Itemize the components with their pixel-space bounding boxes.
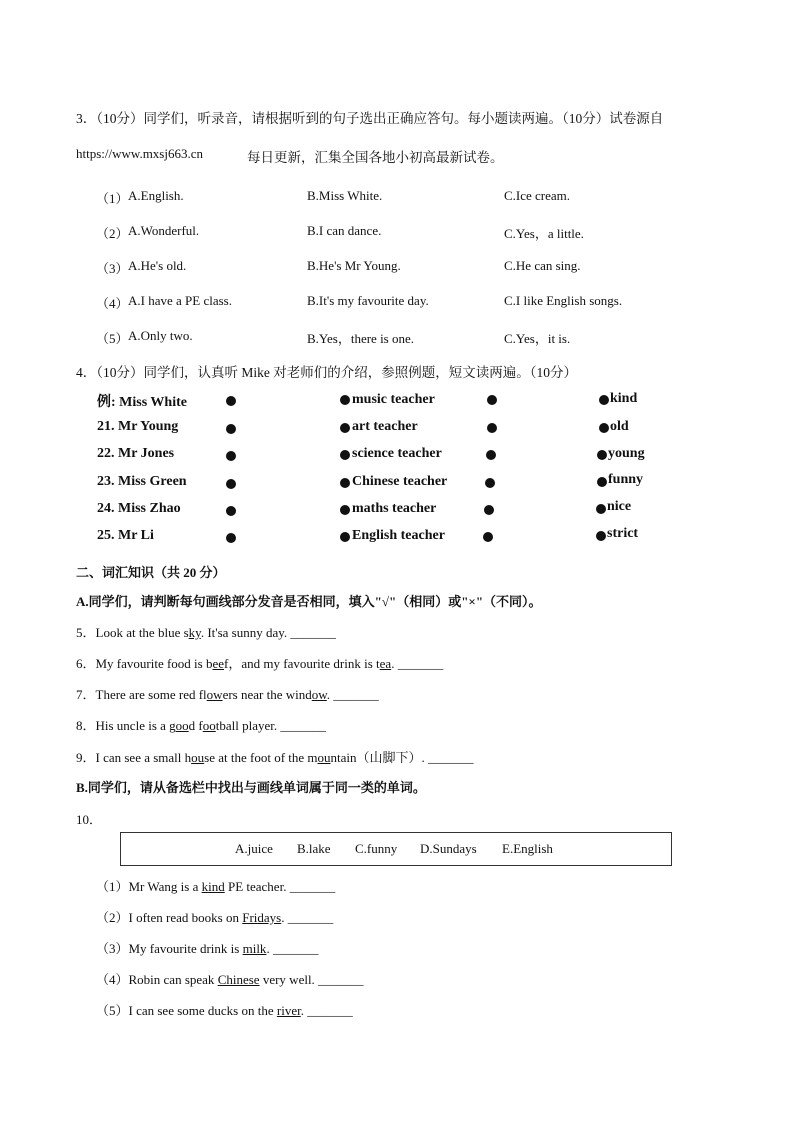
option-b: B.I can dance. bbox=[307, 223, 382, 238]
subject: art teacher bbox=[352, 419, 418, 434]
q10-item-1: （1）Mr Wang is a kind PE teacher. _______ bbox=[96, 879, 336, 894]
q8-sentence: 8．His uncle is a good football player. _______ bbox=[76, 718, 326, 733]
match-dot[interactable] bbox=[340, 478, 350, 488]
teacher-name: 例: Miss White bbox=[97, 395, 187, 410]
match-dot[interactable] bbox=[487, 395, 497, 405]
item-number: （3） bbox=[96, 261, 129, 276]
option-c: C.Ice cream. bbox=[504, 188, 571, 203]
match-dot[interactable] bbox=[484, 505, 494, 515]
match-dot[interactable] bbox=[340, 395, 350, 405]
part-a-instruction: A.同学们，请判断每句画线部分发音是否相同，填入"√"（相同）或"×"（不同）。 bbox=[76, 594, 542, 609]
part-b-instruction: B.同学们，请从备选栏中找出与画线单词属于同一类的单词。 bbox=[76, 780, 426, 795]
match-dot[interactable] bbox=[599, 395, 609, 405]
item-number: （2） bbox=[96, 226, 129, 241]
option-b: B.It's my favourite day. bbox=[307, 293, 429, 308]
match-dot[interactable] bbox=[596, 531, 606, 541]
q3-note: 每日更新，汇集全国各地小初高最新试卷。 bbox=[247, 150, 504, 165]
q10-item-4: （4）Robin can speak Chinese very well. _______ bbox=[96, 972, 364, 987]
option-c: C.Yes，a little. bbox=[504, 226, 584, 241]
word-option: E.English bbox=[502, 841, 553, 856]
match-dot[interactable] bbox=[340, 450, 350, 460]
match-dot[interactable] bbox=[226, 506, 236, 516]
word-bank-box bbox=[120, 832, 672, 866]
match-dot[interactable] bbox=[226, 533, 236, 543]
q3-url[interactable]: https://www.mxsj663.cn bbox=[76, 146, 203, 161]
q10-item-5: （5）I can see some ducks on the river. _______ bbox=[96, 1003, 353, 1018]
option-a: A.English. bbox=[128, 188, 184, 203]
match-dot[interactable] bbox=[226, 479, 236, 489]
teacher-name: 25. Mr Li bbox=[97, 528, 154, 543]
description: kind bbox=[610, 391, 638, 406]
subject: Chinese teacher bbox=[352, 474, 448, 489]
q5-sentence: 5．Look at the blue sky. It'sa sunny day. _______ bbox=[76, 625, 336, 640]
subject: science teacher bbox=[352, 446, 442, 461]
match-dot[interactable] bbox=[226, 451, 236, 461]
match-dot[interactable] bbox=[597, 477, 607, 487]
word-option: D.Sundays bbox=[420, 841, 477, 856]
match-dot[interactable] bbox=[340, 505, 350, 515]
match-dot[interactable] bbox=[596, 504, 606, 514]
option-c: C.He can sing. bbox=[504, 258, 581, 273]
match-dot[interactable] bbox=[340, 423, 350, 433]
match-dot[interactable] bbox=[486, 450, 496, 460]
match-dot[interactable] bbox=[485, 478, 495, 488]
q10-item-2: （2）I often read books on Fridays. _______ bbox=[96, 910, 334, 925]
word-option: C.funny bbox=[355, 841, 398, 856]
description: old bbox=[610, 419, 629, 434]
match-dot[interactable] bbox=[597, 450, 607, 460]
item-number: （4） bbox=[96, 296, 129, 311]
description: strict bbox=[607, 526, 639, 541]
q9-sentence: 9．I can see a small house at the foot of the mountain（山脚下）. _______ bbox=[76, 750, 474, 765]
item-number: （5） bbox=[96, 331, 129, 346]
description: young bbox=[608, 446, 645, 461]
q6-sentence: 6．My favourite food is beef，and my favourite drink is tea. _______ bbox=[76, 656, 444, 671]
match-dot[interactable] bbox=[599, 423, 609, 433]
teacher-name: 24. Miss Zhao bbox=[97, 501, 181, 516]
option-a: A.He's old. bbox=[128, 258, 187, 273]
item-number: （1） bbox=[96, 191, 129, 206]
option-b: B.Miss White. bbox=[307, 188, 383, 203]
subject: English teacher bbox=[352, 528, 445, 543]
teacher-name: 23. Miss Green bbox=[97, 474, 187, 489]
option-c: C.I like English songs. bbox=[504, 293, 623, 308]
teacher-name: 21. Mr Young bbox=[97, 419, 179, 434]
q3-instruction: 3．（10分）同学们，听录音，请根据听到的句子选出正确应答句。每小题读两遍。（10分）试卷源自 bbox=[76, 111, 664, 126]
subject: music teacher bbox=[352, 392, 435, 407]
subject: maths teacher bbox=[352, 501, 437, 516]
match-dot[interactable] bbox=[487, 423, 497, 433]
match-dot[interactable] bbox=[340, 532, 350, 542]
option-b: B.Yes，there is one. bbox=[307, 331, 415, 346]
q7-sentence: 7．There are some red flowers near the window. _______ bbox=[76, 687, 379, 702]
q4-instruction: 4．（10分）同学们，认真听 Mike 对老师们的介绍，参照例题，短文读两遍。（10分） bbox=[76, 365, 577, 380]
description: funny bbox=[608, 472, 644, 487]
option-a: A.I have a PE class. bbox=[128, 293, 232, 308]
word-option: B.lake bbox=[297, 841, 331, 856]
q10-label: 10． bbox=[76, 812, 103, 827]
match-dot[interactable] bbox=[483, 532, 493, 542]
word-option: A.juice bbox=[235, 841, 273, 856]
description: nice bbox=[607, 499, 632, 514]
match-dot[interactable] bbox=[226, 424, 236, 434]
option-a: A.Wonderful. bbox=[128, 223, 200, 238]
match-dot[interactable] bbox=[226, 396, 236, 406]
option-b: B.He's Mr Young. bbox=[307, 258, 401, 273]
section-title: 二、词汇知识（共 20 分） bbox=[76, 565, 226, 580]
q10-item-3: （3）My favourite drink is milk. _______ bbox=[96, 941, 319, 956]
option-c: C.Yes，it is. bbox=[504, 331, 571, 346]
teacher-name: 22. Mr Jones bbox=[97, 446, 175, 461]
option-a: A.Only two. bbox=[128, 328, 193, 343]
